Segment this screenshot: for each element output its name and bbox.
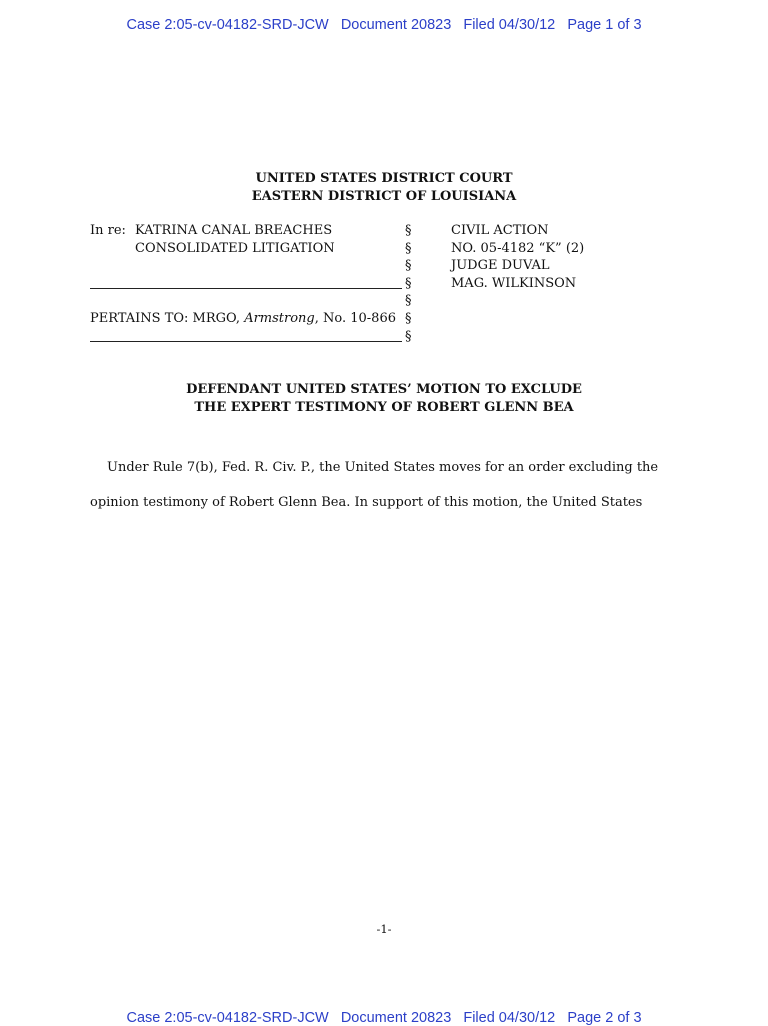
court-name: UNITED STATES DISTRICT COURT bbox=[255, 171, 513, 186]
page-number: -1- bbox=[376, 922, 392, 936]
ecf-header: Case 2:05-cv-04182-SRD-JCW Document 20823 Filed 04/30/12 Page 1 of 3 bbox=[126, 17, 642, 33]
caption-party-line-1: KATRINA CANAL BREACHES bbox=[135, 223, 333, 238]
section-symbol: § bbox=[405, 240, 412, 256]
magistrate-name: MAG. WILKINSON bbox=[451, 275, 577, 291]
case-name: Armstrong bbox=[244, 310, 315, 326]
section-symbol: § bbox=[405, 328, 412, 344]
civil-action-label: CIVIL ACTION bbox=[451, 223, 549, 238]
court-district: EASTERN DISTRICT OF LOUISIANA bbox=[251, 188, 517, 204]
caption-party-line-2: CONSOLIDATED LITIGATION bbox=[135, 240, 335, 256]
section-symbol: § bbox=[405, 258, 412, 274]
motion-body bbox=[90, 451, 659, 520]
caption-rule bbox=[90, 341, 402, 342]
section-symbol: § bbox=[405, 275, 412, 291]
in-re-label: In re: bbox=[90, 223, 126, 238]
section-symbol: § bbox=[405, 310, 412, 326]
section-symbol: § bbox=[405, 223, 412, 238]
case-number: NO. 05-4182 “K” (2) bbox=[451, 240, 585, 256]
section-symbol: § bbox=[405, 293, 412, 309]
body-line: Under Rule 7(b), Fed. R. Civ. P., the United States moves for an order excluding the bbox=[107, 460, 659, 475]
court-heading bbox=[0, 170, 768, 205]
body-line: opinion testimony of Robert Glenn Bea. In support of this motion, the United States bbox=[90, 494, 643, 510]
caption-rule bbox=[90, 288, 402, 289]
judge-name: JUDGE DUVAL bbox=[451, 258, 550, 274]
motion-title bbox=[0, 381, 768, 416]
pertains-to: PERTAINS TO: MRGO, Armstrong, No. 10-866 bbox=[90, 310, 396, 326]
motion-title-line-1: DEFENDANT UNITED STATES’ MOTION TO EXCLUDE bbox=[186, 382, 582, 397]
motion-title-line-2: THE EXPERT TESTIMONY OF ROBERT GLENN BEA bbox=[194, 399, 574, 415]
ecf-header-next-page: Case 2:05-cv-04182-SRD-JCW Document 20823 Filed 04/30/12 Page 2 of 3 bbox=[126, 1010, 642, 1026]
